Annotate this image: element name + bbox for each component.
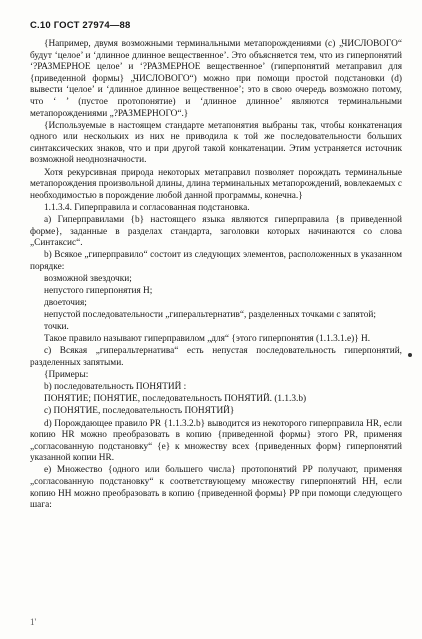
paragraph: 1.1.3.4. Гиперправила и согласованная подстановка. [44, 202, 250, 213]
paragraph: {Примеры: [44, 370, 89, 381]
paragraph: d) Порождающее правило PR {1.1.3.2.b} выводится из некоторого гиперправила HR, если копию HR можно преобразовать в копию {приведенной формы} этого PR, применяя „согласованную подстановку“ {е} к множеству всех {приведенных форм} гиперпонятий указанной копии HR. [30, 418, 402, 464]
list-item: возможной звездочки; [44, 273, 132, 284]
paragraph: b) Всякое „гиперправило“ состоит из следующих элементов, расположенных в указанном порядке: [30, 250, 402, 272]
paragraph: ПОНЯТИЕ; ПОНЯТИЕ, последовательность ПОНЯТИЙ. (1.1.3.b) [44, 394, 307, 405]
paragraph: c) ПОНЯТИЕ, последовательность ПОНЯТИЙ} [44, 406, 235, 417]
margin-dot-mark [408, 353, 412, 357]
paragraph: e) Множество {одного или большего числа} протопонятий PP получают, применяя „согласованную подстановку“ к соответствующему множеству гиперпонятий НН, если копию НН можно преобразовать в копию {приведенной формы} PP при помощи следующего шага: [30, 465, 402, 511]
document-body [30, 39, 402, 512]
paragraph: Такое правило называют гиперправилом „для“ {этого гиперпонятия (1.1.3.1.е)} Н. [44, 334, 371, 345]
list-item: двоеточия; [44, 298, 87, 309]
paragraph: b) последовательность ПОНЯТИЙ : [44, 382, 187, 393]
page-footer-mark: 1' [30, 617, 37, 627]
paragraph: {Например, двумя возможными терминальными метапорождениями (с) „ЧИСЛОВОГО“ будут ‘целое’ и ‘длинное длинное вещественное’. Это объясняется тем, что из гиперпонятий ‘?РАЗМЕРНОЕ целое’ и ‘?РАЗМЕРНОЕ вещественное’ (гиперпонятий метаправил для {приведенной формы} „ЧИСЛОВОГО“) можно при помощи простой подстановки (d) вывести ‘целое’ и ‘длинное длинное вещественное’; это в свою очередь возможно потому, что ‘ ’ (пустое протопонятие) и ‘длинное длинное’ являются терминальными метапорождениями „?РАЗМЕРНОГО“.} [30, 39, 402, 119]
list-item: непустой последовательности „гиперальтернатив“, разделенных точками с запятой; [44, 310, 376, 321]
list-item: непустого гиперпонятия Н; [44, 285, 153, 296]
paragraph: c) Всякая „гиперальтернатива“ есть непустая последовательность гиперпонятий, разделенных запятыми. [30, 346, 402, 369]
paragraph: Хотя рекурсивная природа некоторых метаправил позволяет порождать терминальные метапорождения произвольной длины, длина терминальных метапорождений, вовлекаемых с необходимостью в порождение любой данной программы, конечна.} [30, 167, 402, 201]
page-header: С.10 ГОСТ 27974—88 [30, 20, 131, 31]
list-item: точки. [44, 322, 69, 333]
paragraph: {Используемые в настоящем стандарте метапонятия выбраны так, чтобы конкатенация одного или нескольких из них не приводила к той же последовательности больших синтаксических знаков, что и при другой такой конкатенации. Этим устраняется источник возможной неоднозначности. [30, 120, 402, 166]
paragraph: a) Гиперправилами {b} настоящего языка являются гиперправила {в приведенной форме}, заданные в разделах стандарта, заголовки которых начинаются со слова „Синтаксис“. [30, 214, 402, 249]
